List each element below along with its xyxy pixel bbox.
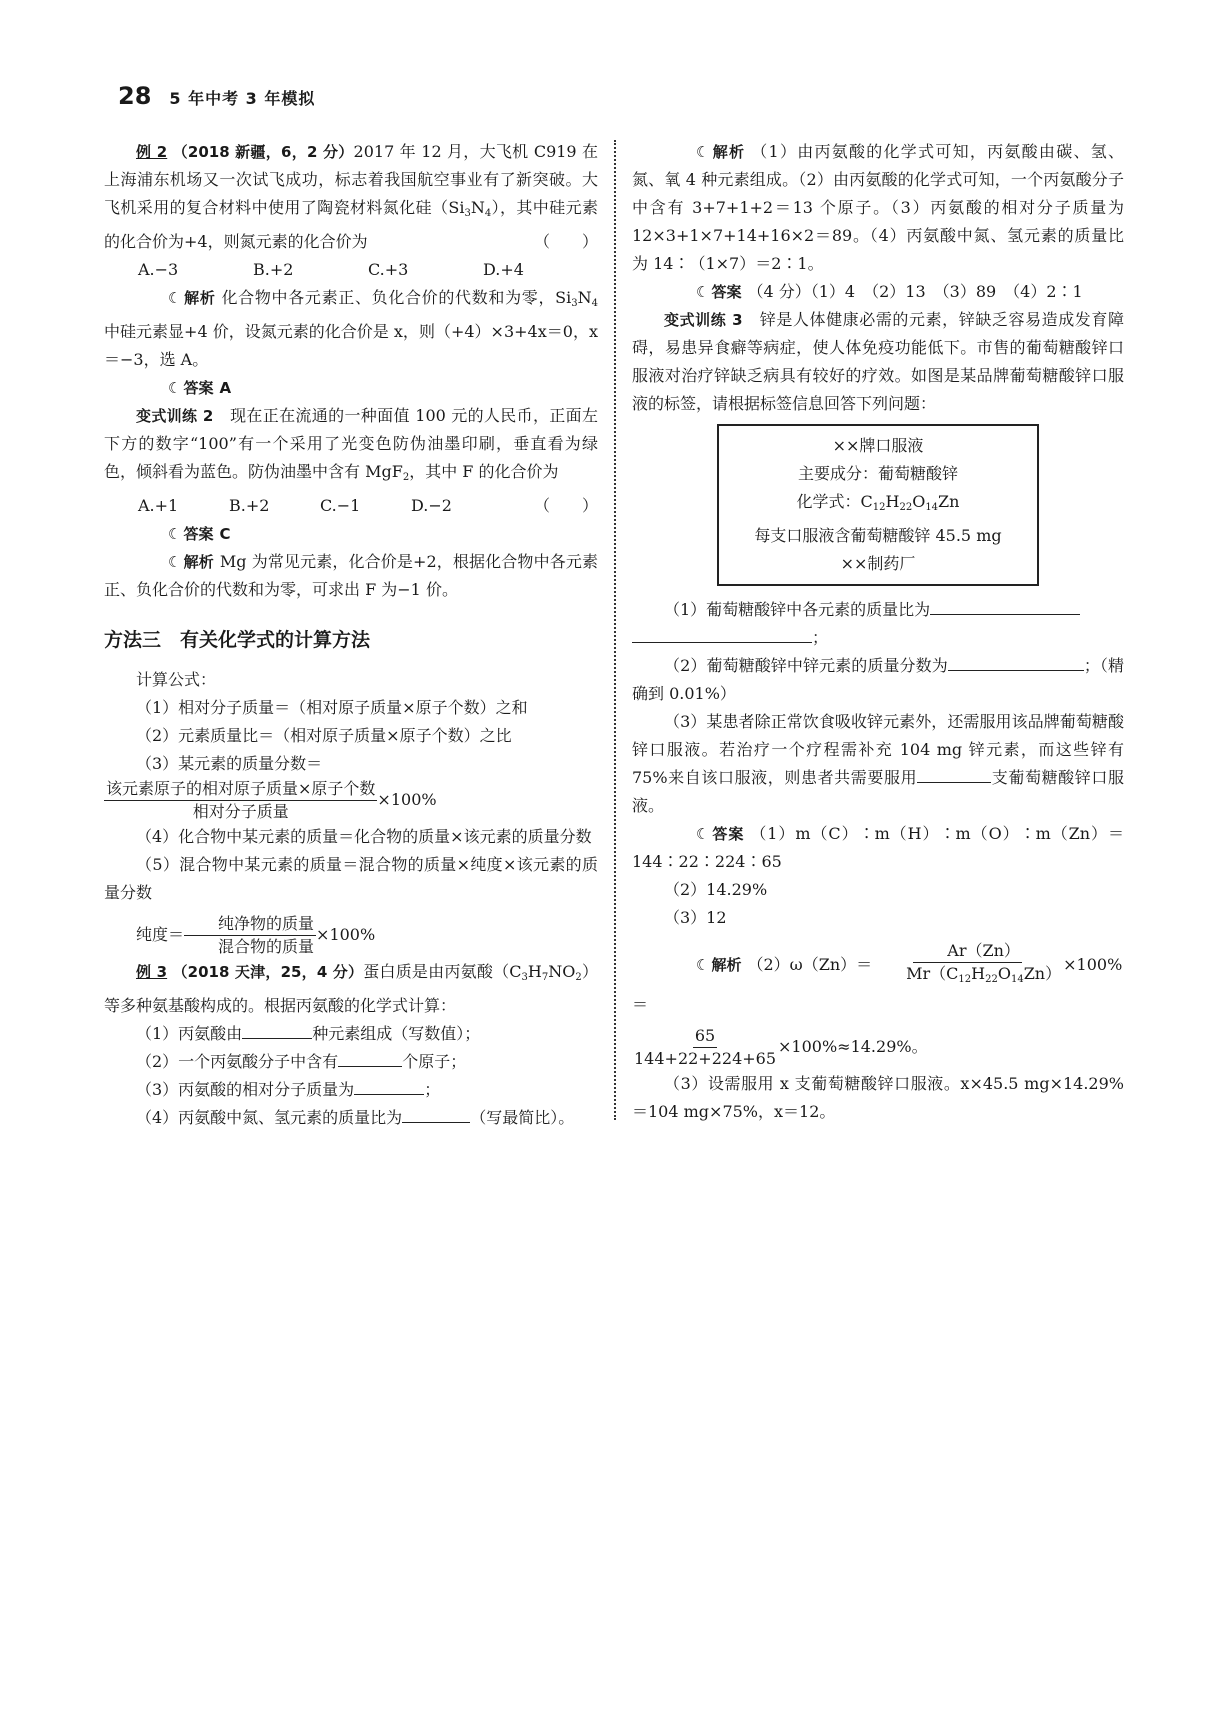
variant-2-answer: ☾ 答案 C: [104, 520, 598, 548]
answer-paren: （ ）: [533, 232, 598, 251]
variant-2-options: [104, 492, 502, 520]
variant-3-analysis-3: （3）设需服用 x 支葡萄糖酸锌口服液。x×45.5 mg×14.29%＝104 mg×75%，x＝12。: [632, 1074, 1124, 1121]
example-3-source: （2018 天津，25，4 分）: [172, 963, 364, 981]
example-2-analysis: ☾ 解析 化合物中各元素正、负化合价的代数和为零，$Si_3N_4$中硅元素显+4 价，设氮元素的化合价是 x，则（+4）×3+4x＝0，x＝−3，选 A。: [104, 284, 598, 374]
crescent-icon: ☾: [696, 143, 710, 161]
right-column: [632, 138, 1124, 1126]
column-divider: [614, 140, 616, 1120]
example-3-analysis: ☾ 解析 （1）由丙氨酸的化学式可知，丙氨酸由碳、氢、氮、氧 4 种元素组成。（2）由丙氨酸的化学式可知，一个丙氨酸分子中含有 3+7+1+2＝13 个原子。（3）丙氨酸的相对分子质量为 12×3+1×7+14+16×2＝89。（4）丙氨酸中氮、氢元素的质量比为 14∶（1×7）＝2∶1。: [632, 138, 1124, 278]
purity-formula: 纯度＝ $\frac{\text{纯净物的质量}}{\text{混合物的质量}}$ ×100%: [136, 914, 376, 956]
example-3-q3: （3）丙氨酸的相对分子质量为 ；: [104, 1076, 598, 1104]
variant-3-label: 变式训练 3: [664, 311, 743, 329]
option-b: B.+2: [229, 496, 270, 515]
book-title: 5 年中考 3 年模拟: [169, 89, 316, 108]
option-c: C.+3: [368, 260, 409, 279]
formula-3-fraction: $\frac{\text{该元素原子的相对原子质量×原子个数}}{\text{相对分子质量}}$ ×100%: [106, 779, 437, 821]
crescent-icon: ☾: [168, 289, 182, 307]
formula-2: （2）元素质量比＝（相对原子质量×原子个数）之比: [136, 726, 512, 745]
answer-blank[interactable]: [354, 1076, 424, 1095]
variant-3-answer-2: （2）14.29%: [664, 880, 768, 899]
answer-blank[interactable]: [338, 1048, 402, 1067]
variant-3-q2: （2）葡萄糖酸锌中锌元素的质量分数为 ；（精确到 0.01%）: [632, 652, 1124, 708]
example-2: 例 2 （2018 新疆，6，2 分）2017 年 12 月，大飞机 C919 在上海浦东机场又一次试飞成功，标志着我国航空事业有了新突破。大飞机采用的复合材料中使用了陶瓷材料氮化硅$(Si_3N_4)$，其中硅元素的化合价为+4，则氮元素的化合价为 （ ）: [104, 138, 598, 256]
option-b: B.+2: [253, 260, 294, 279]
page-header: [118, 82, 315, 118]
answer-blank[interactable]: [632, 624, 812, 643]
variant-2-analysis: ☾ 解析 Mg 为常见元素，化合价是+2，根据化合物中各元素正、负化合价的代数和为零，可求出 F 为−1 价。: [104, 548, 598, 604]
crescent-icon: ☾: [696, 825, 710, 843]
option-c: C.−1: [320, 496, 361, 515]
option-a: A.+1: [138, 496, 179, 515]
product-label-box: ××牌口服液 主要成分：葡萄糖酸锌 化学式：$C_{12}H_{22}O_{14}Zn$ 每支口服液含葡萄糖酸锌 45.5 mg ××制药厂: [717, 424, 1039, 586]
variant-3-q1: （1）葡萄糖酸锌中各元素的质量比为: [632, 596, 1124, 624]
variant-3-q3: （3）某患者除正常饮食吸收锌元素外，还需服用该品牌葡萄糖酸锌口服液。若治疗一个疗程需补充 104 mg 锌元素，而这些锌有 75%来自该口服液，则患者共需要服用 支葡萄糖酸锌口服液。: [632, 712, 1124, 815]
crescent-icon: ☾: [168, 379, 182, 397]
answer-blank[interactable]: [402, 1104, 470, 1123]
section-title: 方法三 有关化学式的计算方法: [104, 629, 371, 651]
example-3-label: 例 3: [136, 963, 168, 981]
variant-3-q1-line2: ；: [632, 624, 1124, 652]
example-3-q1: （1）丙氨酸由 种元素组成（写数值）；: [104, 1020, 598, 1048]
example-2-options: [104, 256, 598, 284]
formula-1: （1）相对分子质量＝（相对原子质量×原子个数）之和: [136, 698, 528, 717]
example-3-q4: （4）丙氨酸中氮、氢元素的质量比为 （写最简比）。: [104, 1104, 598, 1132]
formula-intro: 计算公式：: [136, 670, 217, 689]
answer-paren: （ ）: [533, 496, 598, 515]
crescent-icon: ☾: [696, 956, 710, 974]
option-d: D.−2: [411, 496, 452, 515]
example-3: 例 3 （2018 天津，25，4 分）蛋白质是由丙氨酸$(C_3H_7NO_2)$等多种氨基酸构成的。根据丙氨酸的化学式计算：: [104, 962, 598, 1015]
option-a: A.−3: [138, 260, 179, 279]
crescent-icon: ☾: [168, 553, 182, 571]
example-2-answer: ☾ 答案 A: [104, 374, 598, 402]
left-column: [104, 138, 598, 1132]
answer-blank[interactable]: [917, 764, 991, 783]
variant-3-answer: ☾ 答案 （1）m（C）∶m（H）∶m（O）∶m（Zn）＝144∶22∶224∶65: [632, 820, 1124, 876]
answer-blank[interactable]: [930, 596, 1080, 615]
variant-3-answer-3: （3）12: [664, 908, 727, 927]
variant-3-analysis-fraction: $\frac{65}{144+22+224+65}$ ×100%≈14.29%。: [634, 1026, 928, 1068]
example-3-answer: ☾ 答案 （4 分）（1）4 （2）13 （3）89 （4）2∶1: [632, 278, 1124, 306]
variant-training-2: 变式训练 2 现在正在流通的一种面值 100 元的人民币，正面左下方的数字“100”有一个采用了光变色防伪油墨印刷，垂直看为绿色，倾斜看为蓝色。防伪油墨中含有 MgF$_2$，其中 F 的化合价为 （ ）: [104, 402, 598, 492]
example-2-label: 例 2: [136, 143, 168, 161]
answer-blank[interactable]: [948, 652, 1084, 671]
crescent-icon: ☾: [696, 283, 710, 301]
variant-2-label: 变式训练 2: [136, 407, 214, 425]
crescent-icon: ☾: [168, 525, 182, 543]
example-2-source: （2018 新疆，6，2 分）: [172, 143, 354, 161]
variant-3-analysis: ☾ 解析 （2）ω（Zn）＝ $\frac{Ar(Zn)}{Mr(C_{12}H_{22}O_{14}Zn)}$ ×100%＝: [632, 941, 1123, 1014]
variant-training-3: 变式训练 3 锌是人体健康必需的元素，锌缺乏容易造成发育障碍，易患异食癖等病症，使人体免疫功能低下。市售的葡萄糖酸锌口服液对治疗锌缺乏病具有较好的疗效。如图是某品牌葡萄糖酸锌口服液的标签，请根据标签信息回答下列问题：: [632, 310, 1124, 413]
page-number: 28: [118, 82, 152, 110]
answer-blank[interactable]: [242, 1020, 312, 1039]
formula-4: （4）化合物中某元素的质量＝化合物的质量×该元素的质量分数: [136, 827, 592, 846]
example-3-q2: （2）一个丙氨酸分子中含有 个原子；: [104, 1048, 598, 1076]
formula-3: （3）某元素的质量分数＝: [136, 754, 323, 773]
option-d: D.+4: [483, 260, 524, 279]
formula-5: （5）混合物中某元素的质量＝混合物的质量×纯度×该元素的质量分数: [104, 855, 598, 902]
